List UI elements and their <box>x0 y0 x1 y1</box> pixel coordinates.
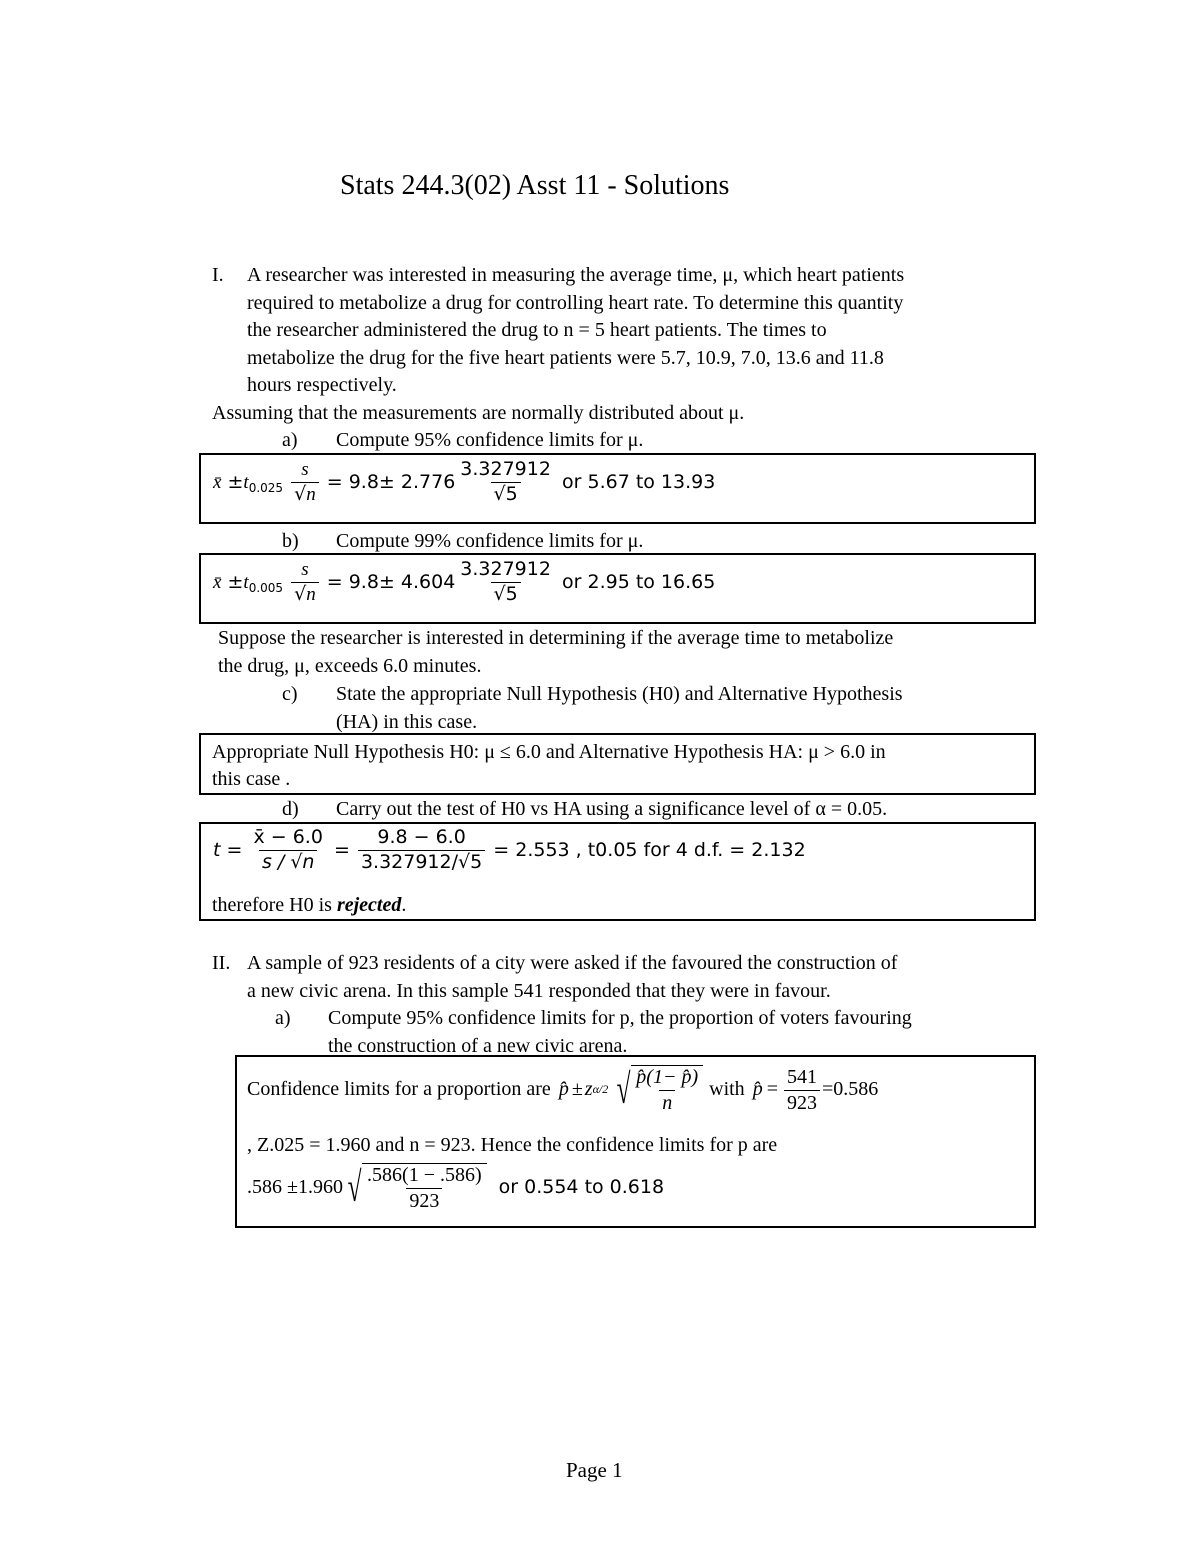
q1c-solution-line: Appropriate Null Hypothesis H0: μ ≤ 6.0 and Alternative Hypothesis HA: μ > 6.0 in <box>212 741 886 763</box>
with-text: with <box>709 1078 745 1101</box>
q2a-formula-line3 <box>247 1163 664 1213</box>
q1b-formula <box>213 559 715 606</box>
conclusion-text: therefore H0 is <box>212 894 337 916</box>
q2a-line: the construction of a new civic arena. <box>328 1034 628 1057</box>
q1c-solution-box <box>199 733 1036 795</box>
q1-number: I. <box>212 264 224 286</box>
q2a-label: a) <box>275 1007 291 1029</box>
plus-minus: ± <box>571 1078 583 1101</box>
t-symbol: t <box>243 571 249 593</box>
q1c-line: (HA) in this case. <box>336 710 478 733</box>
suppose-line: the drug, μ, exceeds 6.0 minutes. <box>218 654 482 677</box>
denominator: 3.327912/√5 <box>358 850 485 874</box>
q1-line: hours respectively. <box>247 374 397 396</box>
q1-suppose <box>218 625 893 680</box>
sample-proportion <box>784 1066 820 1115</box>
q1a-solution-box <box>199 453 1036 524</box>
plus-minus: ± <box>227 470 244 493</box>
p-hat: p̂ <box>558 1078 569 1101</box>
q1-line: required to metabolize a drug for controlling heart rate. To determine this quantity <box>247 291 904 314</box>
std-fraction: $\frac{3.327912}{√5}$ <box>457 559 554 606</box>
numerator: 3.327912 <box>460 458 551 480</box>
q2-line: A sample of 923 residents of a city were asked if the favoured the construction of <box>247 952 898 974</box>
denominator: s / √n <box>259 850 318 874</box>
q1c-text <box>336 681 903 736</box>
q2a-formula-line1 <box>247 1065 878 1115</box>
interval-result: or 0.554 to 0.618 <box>498 1176 665 1199</box>
q1a-formula <box>213 459 715 506</box>
q1d-formula <box>213 827 806 874</box>
equals-sign: = <box>766 1078 778 1101</box>
p-hat: p̂ <box>752 1078 763 1101</box>
t-subscript: 0.005 <box>248 580 284 595</box>
q1-line: the researcher administered the drug to n = 5 heart patients. The times to <box>247 319 827 341</box>
t-fraction-symbolic <box>250 827 325 874</box>
radical-denominator: 923 <box>406 1188 442 1213</box>
q1-line: A researcher was interested in measuring the average time, μ, which heart patients <box>247 264 905 286</box>
denominator: n <box>306 483 316 505</box>
z-subscript: α/2 <box>592 1082 609 1097</box>
q1-line: metabolize the drug for the five heart patients were 5.7, 10.9, 7.0, 13.6 and 11.8 <box>247 346 884 369</box>
numerator: 541 <box>786 1065 817 1088</box>
plus-minus: ± <box>227 570 244 593</box>
q1c-label: c) <box>282 683 298 705</box>
std-fraction: $\frac{3.327912}{√5}$ <box>457 459 554 506</box>
q2a-text <box>328 1005 912 1060</box>
q2-number: II. <box>212 952 231 974</box>
q2-line: a new civic arena. In this sample 541 responded that they were in favour. <box>247 979 831 1002</box>
numeric-prefix: .586 ±1.960 <box>247 1176 343 1199</box>
q1d-conclusion <box>212 892 406 920</box>
t-subscript: 0.025 <box>248 480 284 495</box>
page-title: Stats 244.3(02) Asst 11 - Solutions <box>340 170 730 201</box>
t-fraction-numeric <box>358 827 485 874</box>
page-number: Page 1 <box>566 1458 623 1482</box>
q2a-formula-line2: , Z.025 = 1.960 and n = 923. Hence the confidence limits for p are <box>247 1134 778 1156</box>
suppose-line: Suppose the researcher is interested in determining if the average time to metabolize <box>218 627 894 649</box>
q1c-solution-line: this case . <box>212 768 291 790</box>
denominator: 923 <box>784 1090 820 1115</box>
xbar: x̄ <box>213 571 222 593</box>
radical: √ $\frac{p̂(1- p̂)}{n}$ <box>612 1065 705 1115</box>
equation-value: = 9.8± 2.776 <box>326 470 456 493</box>
s-over-root-n: $\frac{s}{√n}$ <box>291 459 319 506</box>
numerator: s <box>301 459 309 480</box>
q2-body <box>247 950 897 1005</box>
equation-value: = 9.8± 4.604 <box>326 570 456 593</box>
numerator: s <box>301 559 309 580</box>
radical-numerator: .586(1 − .586) <box>367 1164 482 1186</box>
interval-result: or 2.95 to 16.65 <box>562 570 716 593</box>
q1d-solution-box <box>199 822 1036 921</box>
q1b-solution-box <box>199 553 1036 624</box>
t-symbol: t <box>243 471 249 493</box>
denominator: n <box>306 583 316 605</box>
q1a-label: a) <box>282 429 298 451</box>
q1-assumption: Assuming that the measurements are normally distributed about μ. <box>212 402 745 424</box>
q1a-text: Compute 95% confidence limits for μ. <box>336 429 644 451</box>
s-over-root-n: $\frac{s}{√n}$ <box>291 559 319 606</box>
rejected-text: rejected <box>336 894 402 916</box>
q1c-solution-text <box>212 739 886 793</box>
radical-denominator: n <box>659 1090 675 1115</box>
t-statistic-label: t = <box>213 838 243 861</box>
numerator: 9.8 − 6.0 <box>377 826 466 848</box>
equals-sign: = <box>333 838 350 861</box>
q2a-line: Compute 95% confidence limits for p, the proportion of voters favouring <box>328 1007 912 1029</box>
intro-text: Confidence limits for a proportion are <box>247 1078 551 1101</box>
denominator: 5 <box>505 482 518 505</box>
q2a-solution-box <box>235 1055 1036 1228</box>
period: . <box>401 894 407 916</box>
z-symbol: z <box>584 1078 593 1101</box>
q1b-label: b) <box>282 530 299 552</box>
q1d-label: d) <box>282 798 299 820</box>
q1d-text: Carry out the test of H0 vs HA using a significance level of α = 0.05. <box>336 798 888 820</box>
radical-numerator: p̂(1− p̂) <box>636 1066 699 1088</box>
xbar: x̄ <box>213 471 222 493</box>
denominator: 5 <box>505 582 518 605</box>
p-hat-value: =0.586 <box>821 1078 879 1101</box>
numerator: 3.327912 <box>460 558 551 580</box>
t-result: = 2.553 , t0.05 for 4 d.f. = 2.132 <box>493 838 806 861</box>
interval-result: or 5.67 to 13.93 <box>562 470 716 493</box>
numerator: x̄ − 6.0 <box>253 826 323 848</box>
q1b-text: Compute 99% confidence limits for μ. <box>336 530 644 552</box>
q1-body <box>247 262 904 400</box>
radical: √ $\frac{.586(1 - .586)}{923}$ <box>343 1163 489 1213</box>
q1c-line: State the appropriate Null Hypothesis (H0) and Alternative Hypothesis <box>336 683 903 705</box>
